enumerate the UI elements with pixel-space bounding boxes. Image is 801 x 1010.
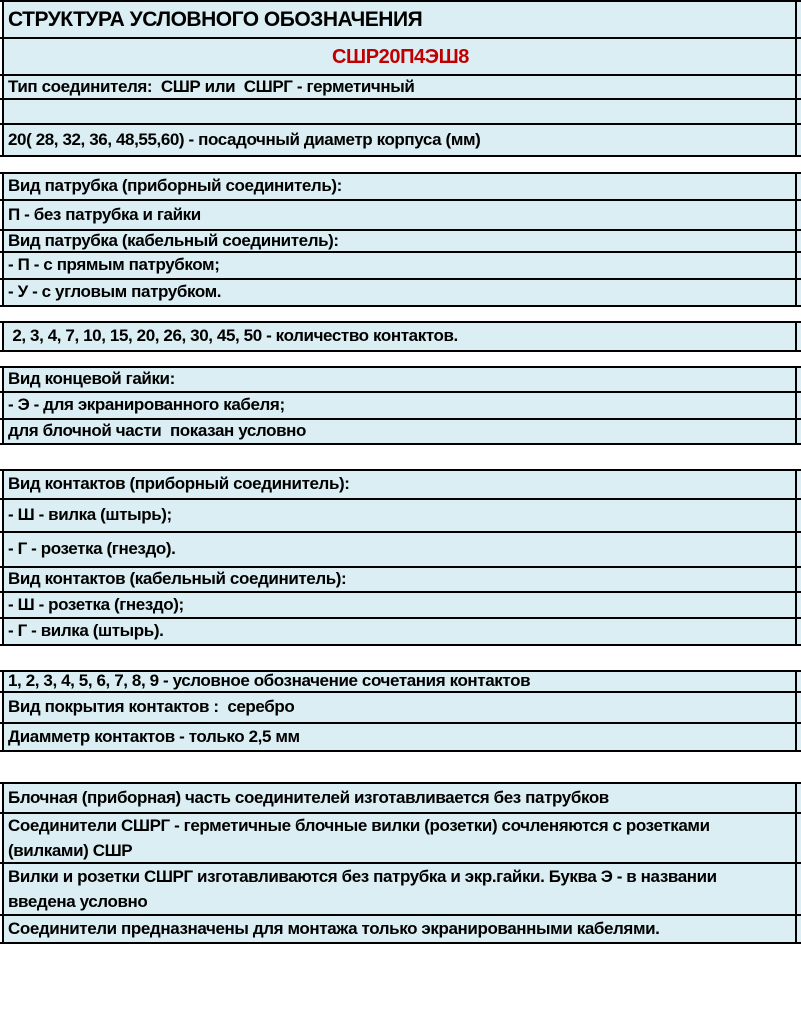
row-contact-coating: Вид покрытия контактов : серебро	[0, 693, 801, 724]
row-contacts-instrument-header: Вид контактов (приборный соединитель):	[0, 471, 801, 500]
row-pipe-none: П - без патрубка и гайки	[0, 201, 801, 231]
row-contact-count: 2, 3, 4, 7, 10, 15, 20, 26, 30, 45, 50 - количество контактов.	[0, 323, 801, 352]
row-body-diameter: 20( 28, 32, 36, 48,55,60) - посадочный диаметр корпуса (мм)	[0, 125, 801, 157]
row-pipe-angled: - У - с угловым патрубком.	[0, 280, 801, 307]
row-contacts-plug-cable: - Г - вилка (штырь).	[0, 619, 801, 646]
row-gap-2	[0, 307, 801, 323]
row-end-nut-header: Вид концевой гайки:	[0, 368, 801, 393]
row-contacts-plug-pin: - Ш - вилка (штырь);	[0, 500, 801, 533]
row-contacts-socket: - Г - розетка (гнездо).	[0, 533, 801, 568]
row-contact-combination: 1, 2, 3, 4, 5, 6, 7, 8, 9 - условное обозначение сочетания контактов	[0, 672, 801, 693]
row-title: СТРУКТУРА УСЛОВНОГО ОБОЗНАЧЕНИЯ	[0, 2, 801, 39]
row-contact-diameter: Диамметр контактов - только 2,5 мм	[0, 724, 801, 752]
row-pipe-straight: - П - с прямым патрубком;	[0, 253, 801, 280]
row-contacts-cable-header: Вид контактов (кабельный соединитель):	[0, 568, 801, 593]
row-pipe-instrument-header: Вид патрубка (приборный соединитель):	[0, 174, 801, 201]
row-contacts-socket-cable: - Ш - розетка (гнездо);	[0, 593, 801, 619]
row-end-nut-shielded: - Э - для экранированного кабеля;	[0, 393, 801, 420]
row-gap-3	[0, 352, 801, 368]
row-gap-1	[0, 157, 801, 174]
row-gap-5	[0, 646, 801, 672]
row-note-shielded-cables: Соединители предназначены для монтажа только экранированными кабелями.	[0, 916, 801, 944]
row-gap-4	[0, 445, 801, 471]
row-end-nut-block-note: для блочной части показан условно	[0, 420, 801, 445]
row-spacer-blue	[0, 100, 801, 125]
row-designation-example: СШР20П4ЭШ8	[0, 39, 801, 76]
row-note-sshrg-manufacture: Вилки и розетки СШРГ изготавливаются без патрубка и экр.гайки. Буква Э - в названии введена условно	[0, 864, 801, 916]
row-pipe-cable-header: Вид патрубка (кабельный соединитель):	[0, 231, 801, 253]
row-gap-6	[0, 752, 801, 784]
row-note-block-part: Блочная (приборная) часть соединителей изготавливается без патрубков	[0, 784, 801, 814]
row-connector-type: Тип соединителя: СШР или СШРГ - герметичный	[0, 76, 801, 100]
row-note-sshrg-mating: Соединители СШРГ - герметичные блочные вилки (розетки) сочленяются с розетками (вилками) СШР	[0, 814, 801, 864]
